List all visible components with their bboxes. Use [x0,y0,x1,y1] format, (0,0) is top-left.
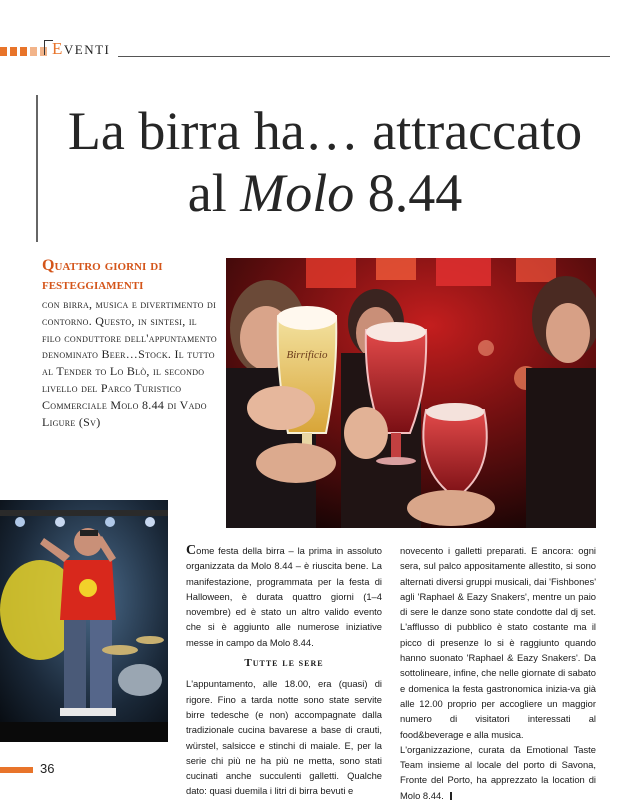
article-column-1 [186,543,382,799]
lead-heading: Quattro giorni di festeggiamenti [42,257,163,293]
title-vertical-rule [36,95,38,242]
paragraph: L'organizzazione, curata da Emotional Taste Team insieme al locale del porto di Savona, Fronte del Porto, ha apprezzato la location di Molo 8.44. [400,743,596,801]
singer-on-stage-photo [0,500,168,742]
subheading: Tutte le sere [244,657,324,670]
glass-brand-label: Birrificio [286,349,328,361]
paragraph: Come festa della birra – la prima in assoluto organizzata da Molo 8.44 – è riuscita bene. La manifestazione, programmata per la festa di Halloween, è durata quattro giorni (1–4 novembre) ed è stato un altro valido evento che si è aggiunto alle numerose iniziative messe in campo da Molo 8.44. [186,543,382,648]
title-line-1: La birra ha… attraccato [67,101,583,161]
page-number: 36 [40,761,55,776]
lead-block [42,256,218,430]
footer-accent-bar [0,767,33,773]
paragraph: L'appuntamento, alle 18.00, era (quasi) di rigore. Fino a tarda notte sono state servite birre tedesche (e non) accompagnate dalla tradizionale cucina bavarese a base di crauti, würstel, salsicce e stinchi di maiale. E, per la serie chi più ne ha più ne metta, sono stati cucinati anche succulenti galletti. Qualche dato: quasi duemila i litri di birra bevuti e [186,678,382,797]
lead-body: con birra, musica e divertimento di contorno. Questo, in sintesi, il filo conduttore dell'appuntamento denominato Beer…Stock. Il tutto al Tender to Lo Blò, il secondo livello del Parco Turistico Commerciale Molo 8.44 di Vado Ligure (Sv) [42,297,217,429]
title-line-2: al Molo 8.44 [187,163,463,223]
paragraph: novecento i galletti preparati. E ancora: ogni sera, sul palco appositamente allestito, si sono alternati diversi gruppi musicali, dai 'Fishbones' agli 'Raphael & Eazy Snakers', mentre un paio di sere le danze sono state condotte dal dj set. L'afflusso di pubblico è stato costante ma il picco di presenze lo si è raggiunto quando hanno suonato 'Raphael & Eazy Snakers'. Da sottolineare, infine, che nelle giornate di sabato e domenica la festa gastronomica inizia-va già alle 12.00 proprio per accogliere un maggior numero di visitatori interessati al food&beverage e alla musica. [400,545,596,740]
section-label-rest: VENTI [63,42,111,57]
end-mark [450,792,452,800]
section-label [52,39,110,59]
section-label-initial: E [52,39,64,58]
article-column-2 [400,543,596,803]
beer-toast-photo [226,258,596,528]
header-rule [118,56,610,57]
drop-cap: C [186,543,197,558]
article-title [40,100,610,224]
section-color-squares [0,47,47,56]
